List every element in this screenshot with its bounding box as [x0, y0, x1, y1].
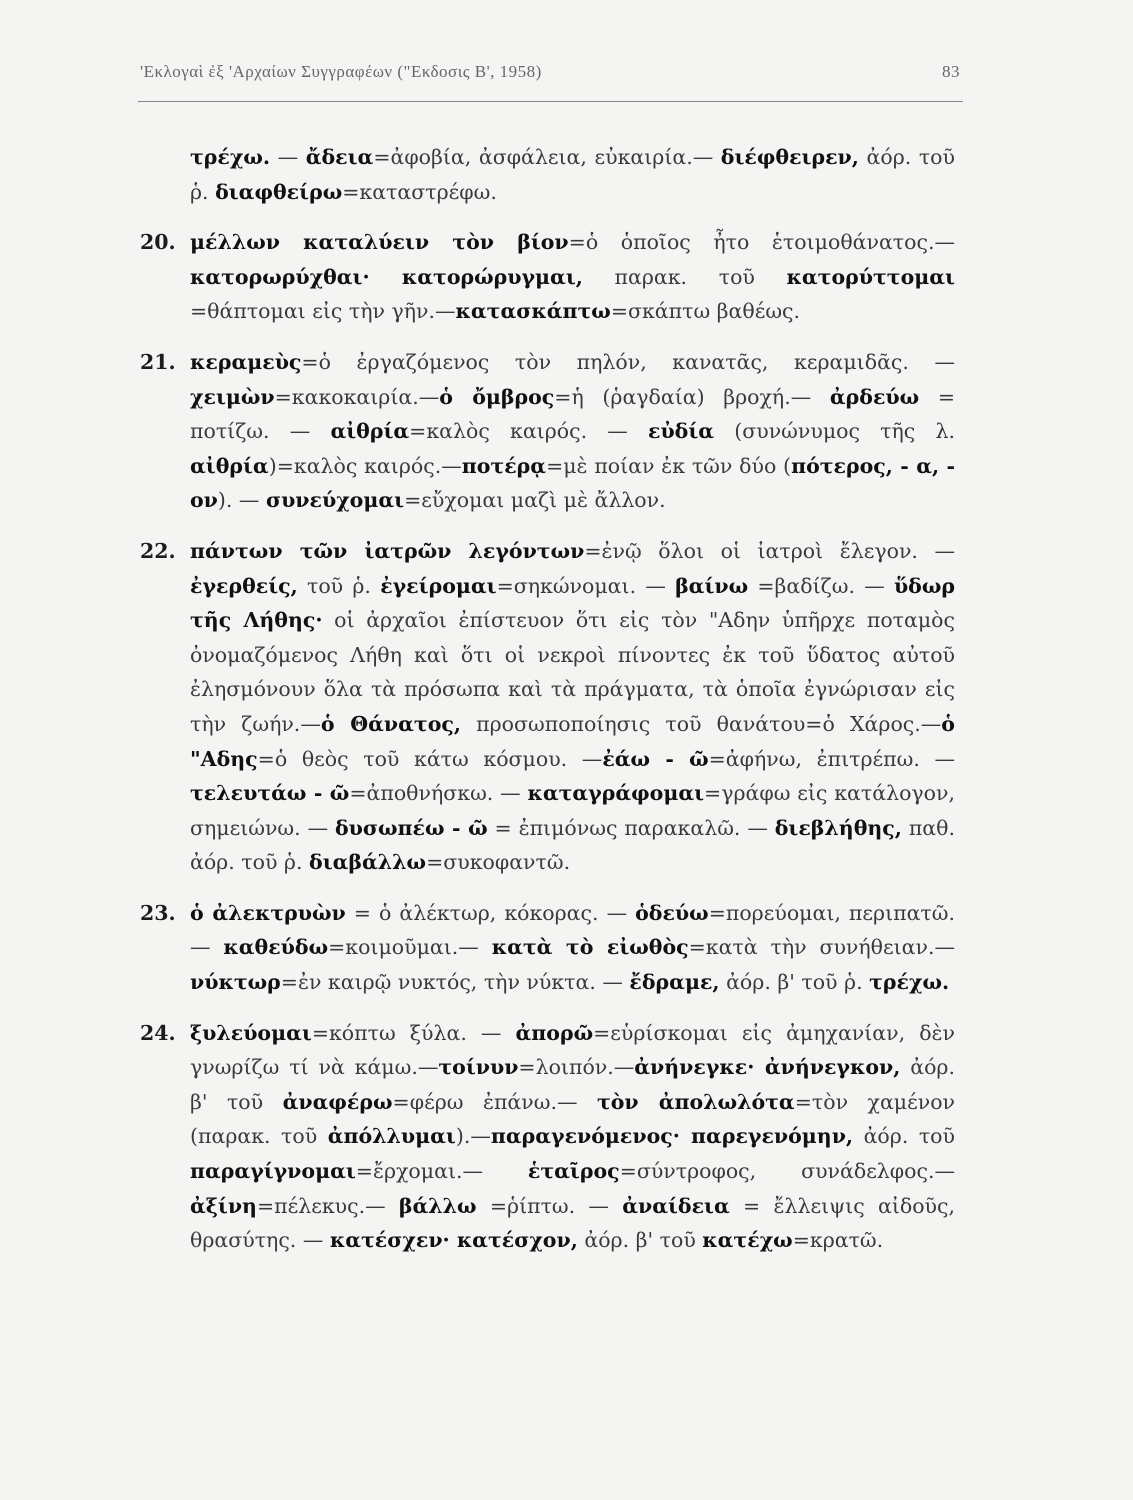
gloss-text: =ὁ θεὸς τοῦ κάτω κόσμου. — [257, 746, 603, 771]
gloss-text: =εὔχομαι μαζὶ μὲ ἄλλον. [404, 488, 666, 513]
headword: ἀναίδεια [622, 1193, 730, 1218]
gloss-text: =γράφω εἰς κατάλογον, σημειώνω. — [190, 781, 955, 840]
headword: ποτέρᾳ [461, 453, 547, 478]
headword: χειμὼν [190, 384, 275, 409]
headword: πότερος, - α, - ον [190, 453, 956, 513]
gloss-text: — [270, 145, 306, 169]
glossary-entry [190, 140, 955, 209]
gloss-text: οἱ ἀρχαῖοι ἐπίστευον ὅτι εἰς τὸν "Αδην ὑπῆρχε ποταμὸς ὀνομαζόμενος Λήθη καὶ ὅτι οἱ νεκροὶ πίνοντες ἐκ τοῦ ὕδατος αὐτοῦ ἐλησμόνουν ὅλα τὰ πρόσωπα καὶ τὰ πράγματα, τὰ ὁποῖα ἐγνώρισαν εἰς τὴν ζωήν.— [190, 608, 955, 736]
gloss-text: ἀόρ. τοῦ [853, 1124, 955, 1149]
gloss-text: =καλὸς καιρός. — [409, 419, 648, 444]
gloss-text: = ἐπιμόνως παρακαλῶ. — [487, 815, 775, 840]
headword: κατασκάπτω [455, 299, 611, 324]
gloss-text: =ἀφήνω, ἐπιτρέπω. — [708, 746, 955, 771]
gloss-text: =ἀφοβία, ἀσφάλεια, εὐκαιρία.— [373, 145, 721, 169]
glossary-entry [140, 534, 956, 880]
headword: παραγενόμενος· παρεγενόμην, [490, 1124, 854, 1149]
headword: καθεύδω [223, 935, 329, 960]
gloss-text: ἀόρ. β' τοῦ ῥ. [719, 970, 870, 995]
headword: ὁ ὄμβρος [439, 384, 555, 409]
headword: ὕδωρ τῆς Λήθης· [190, 573, 955, 633]
headword: κατέσχεν· κατέσχον, [329, 1228, 578, 1253]
header-rule [138, 101, 963, 102]
headword: ἄδεια [305, 145, 374, 169]
gloss-text: =σύντροφος, συνάδελφος.— [619, 1159, 955, 1184]
gloss-text: =φέρω ἐπάνω.— [392, 1089, 597, 1114]
headword: ἐγείρομαι [380, 573, 497, 598]
headword: ὁδεύω [635, 900, 709, 925]
gloss-text: =κοιμοῦμαι.— [328, 935, 492, 960]
headword: τὸν ἀπολωλότα [596, 1089, 795, 1114]
gloss-text: =βαδίζω. — [748, 573, 894, 598]
glossary-entry [140, 225, 955, 329]
headword: ἀξίνη [190, 1193, 257, 1218]
gloss-text: =εὑρίσκομαι εἰς ἀμηχανίαν, δὲν γνωρίζω τί νὰ κάμω.— [190, 1020, 955, 1080]
gloss-text: ).— [455, 1124, 491, 1149]
gloss-text: =ἔρχομαι.— [355, 1159, 528, 1184]
headword: ὁ Θάνατος, [320, 711, 461, 736]
page-number: 83 [942, 62, 960, 81]
gloss-text: =πορεύομαι, περιπατῶ.— [190, 900, 955, 960]
headword: τρέχω. [869, 970, 950, 995]
gloss-text: =θάπτομαι εἰς τὴν γῆν.— [190, 299, 456, 324]
headword: νύκτωρ [190, 970, 281, 995]
glossary-body [140, 140, 956, 1274]
headword: διέφθειρεν, [720, 145, 859, 169]
headword: ἀπορῶ [515, 1020, 594, 1045]
gloss-text: = ποτίζω. — [190, 384, 955, 444]
headword: πάντων τῶν ἰατρῶν λεγόντων [190, 538, 585, 563]
headword: ἐάω - ῶ [602, 746, 709, 771]
headword: τοίνυν [438, 1055, 519, 1080]
gloss-text: =μὲ ποίαν ἐκ τῶν δύο ( [546, 453, 792, 478]
headword: διαφθείρω [215, 179, 343, 204]
glossary-entry [140, 345, 956, 518]
headword: αἰθρία [330, 419, 410, 444]
entry-number: 20. [140, 230, 176, 255]
gloss-text: =ἡ (ῥαγδαία) βροχή.— [554, 384, 830, 409]
headword: ἀπόλλυμαι [327, 1124, 456, 1149]
headword: διαβάλλω [309, 850, 427, 875]
headword: κατὰ τὸ εἰωθὸς [491, 935, 689, 960]
gloss-text: =κρατῶ. [792, 1228, 884, 1253]
headword: ξυλεύομαι [190, 1020, 312, 1045]
headword: ἔδραμε, [629, 970, 720, 995]
headword: ὁ "Αδης [190, 711, 955, 771]
gloss-text: =συκοφαντῶ. [426, 850, 571, 875]
headword: μέλλων καταλύειν τὸν βίον [190, 230, 569, 255]
headword: βάλλω [398, 1193, 477, 1218]
gloss-text: =ἐνῷ ὅλοι οἱ ἰατροὶ ἔλεγον. — [584, 538, 956, 563]
gloss-text: =ἀποθνήσκω. — [349, 781, 528, 806]
headword: ὁ ἀλεκτρυὼν [190, 900, 346, 925]
gloss-text: )=καλὸς καιρός.— [268, 453, 462, 478]
headword: βαίνω [675, 573, 749, 598]
gloss-text: ). — [217, 488, 266, 513]
gloss-text: =τὸν χαμένον (παρακ. τοῦ [190, 1089, 955, 1149]
headword: κατορωρύχθαι· κατορώρυγμαι, [190, 264, 583, 289]
gloss-text: =πέλεκυς.— [256, 1193, 399, 1218]
headword: ἑταῖρος [527, 1159, 620, 1184]
gloss-text: ἀόρ. β' τοῦ [577, 1228, 703, 1253]
gloss-text: προσωποποίησις τοῦ θανάτου=ὁ Χάρος.— [461, 711, 942, 736]
entry-number: 21. [140, 349, 176, 374]
entry-number: 23. [140, 900, 176, 925]
glossary-entry [140, 1016, 955, 1258]
gloss-text: =λοιπόν.— [518, 1055, 635, 1080]
gloss-text: =ἐν καιρῷ νυκτός, τὴν νύκτα. — [280, 970, 630, 995]
gloss-text: ἀόρ. β' τοῦ [190, 1055, 955, 1114]
headword: ἀνήνεγκε· ἀνήνεγκον, [634, 1055, 901, 1080]
gloss-text: (συνώνυμος τῆς λ. [714, 419, 955, 444]
gloss-text: =κόπτω ξύλα. — [311, 1020, 516, 1045]
headword: δυσωπέω - ῶ [334, 815, 488, 840]
gloss-text: ἀόρ. τοῦ ῥ. [190, 145, 955, 204]
headword: αἰθρία [190, 453, 269, 478]
entry-number: 22. [140, 538, 176, 563]
headword: εὐδία [648, 419, 715, 444]
gloss-text: =σηκώνομαι. — [496, 573, 676, 598]
gloss-text: παρακ. τοῦ [582, 264, 787, 289]
headword: ἀρδεύω [829, 384, 920, 409]
gloss-text: = ὁ ἀλέκτωρ, κόκορας. — [345, 900, 636, 925]
headword: συνεύχομαι [265, 488, 405, 513]
headword: κατορύττομαι [786, 264, 955, 289]
headword: ἐγερθείς, [190, 573, 298, 598]
gloss-text: =καταστρέφω. [342, 179, 497, 204]
headword: παραγίγνομαι [190, 1159, 356, 1184]
gloss-text: =σκάπτω βαθέως. [610, 299, 801, 324]
headword: ἀναφέρω [282, 1089, 393, 1114]
headword: διεβλήθης, [774, 815, 902, 840]
gloss-text: =κατὰ τὴν συνήθειαν.— [688, 935, 955, 960]
gloss-text: =κακοκαιρία.— [274, 384, 440, 409]
gloss-text: παθ. ἀόρ. τοῦ ῥ. [190, 815, 955, 875]
gloss-text: τοῦ ῥ. [297, 573, 381, 598]
headword: τρέχω. [190, 145, 271, 169]
headword: κεραμεὺς [190, 349, 302, 374]
header-title: 'Εκλογαὶ ἐξ 'Αρχαίων Συγγραφέων ("Εκδοσις Β', 1958) [140, 62, 542, 81]
gloss-text: =ῥίπτω. — [476, 1193, 623, 1218]
running-header [140, 62, 960, 82]
glossary-entry [140, 896, 955, 1000]
entry-number: 24. [140, 1020, 176, 1045]
headword: κατέχω [702, 1228, 793, 1253]
gloss-text: = ἔλλειψις αἰδοῦς, θρασύτης. — [190, 1193, 955, 1253]
gloss-text: =ὁ ὁποῖος ἦτο ἑτοιμοθάνατος.— [568, 230, 955, 255]
headword: καταγράφομαι [527, 781, 705, 806]
headword: τελευτάω - ῶ [190, 781, 350, 806]
gloss-text: =ὁ ἐργαζόμενος τὸν πηλόν, κανατᾶς, κεραμιδᾶς. — [301, 349, 955, 374]
